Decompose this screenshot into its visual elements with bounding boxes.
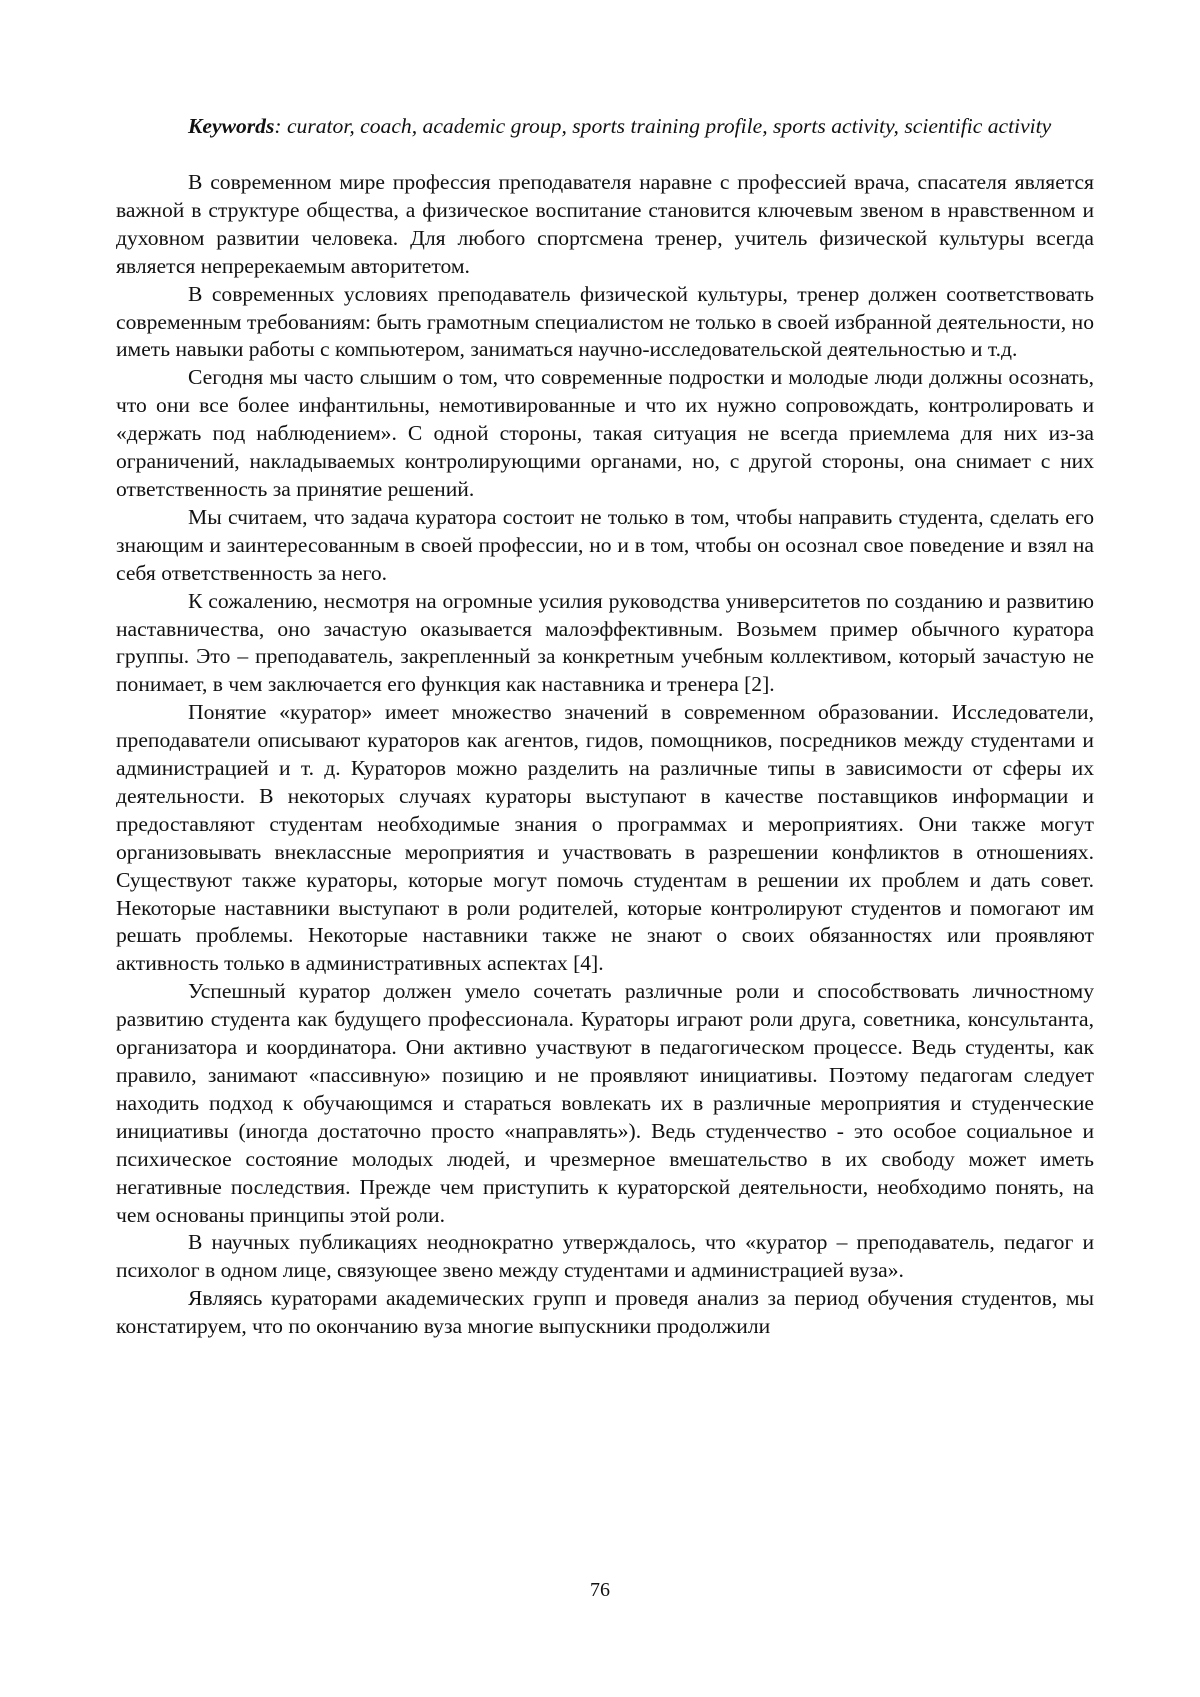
paragraph: Успешный куратор должен умело сочетать различные роли и способствовать личностному развитию студента как будущего профессионала. Кураторы играют роли друга, советника, консультанта, организатора и координатора. Они активно участвуют в педагогическом процессе. Ведь студенты, как правило, занимают «пассивную» позицию и не проявляют инициативы. Поэтому педагогам следует находить подход к обучающимся и стараться вовлекать их в различные мероприятия и студенческие инициативы (иногда достаточно просто «направлять»). Ведь студенчество - это особое социальное и психическое состояние молодых людей, и чрезмерное вмешательство в их свободу может иметь негативные последствия. Прежде чем приступить к кураторской деятельности, необходимо понять, на чем основаны принципы этой роли. (116, 978, 1094, 1229)
paragraph: Понятие «куратор» имеет множество значений в современном образовании. Исследователи, преподаватели описывают кураторов как агентов, гидов, помощников, посредников между студентами и администрацией и т. д. Кураторов можно разделить на различные типы в зависимости от сферы их деятельности. В некоторых случаях кураторы выступают в качестве поставщиков информации и предоставляют студентам необходимые знания о программах и мероприятиях. Они также могут организовывать внеклассные мероприятия и участвовать в разрешении конфликтов в отношениях. Существуют также кураторы, которые могут помочь студентам в решении их проблем и дать совет. Некоторые наставники выступают в роли родителей, которые контролируют студентов и помогают им решать проблемы. Некоторые наставники также не знают о своих обязанностях или проявляют активность только в административных аспектах [4]. (116, 699, 1094, 978)
paragraph: В научных публикациях неоднократно утверждалось, что «куратор – преподаватель, педагог и психолог в одном лице, связующее звено между студентами и администрацией вуза». (116, 1229, 1094, 1285)
paragraph: Являясь кураторами академических групп и проведя анализ за период обучения студентов, мы констатируем, что по окончанию вуза многие выпускники продолжили (116, 1285, 1094, 1341)
document-page (0, 0, 1200, 1697)
keywords-text: curator, coach, academic group, sports training profile, sports activity, scientific activity (282, 114, 1052, 138)
paragraph: В современном мире профессия преподавателя наравне с профессией врача, спасателя является важной в структуре общества, а физическое воспитание становится ключевым звеном в нравственном и духовном развитии человека. Для любого спортсмена тренер, учитель физической культуры всегда является непререкаемым авторитетом. (116, 169, 1094, 281)
paragraph: К сожалению, несмотря на огромные усилия руководства университетов по созданию и развитию наставничества, оно зачастую оказывается малоэффективным. Возьмем пример обычного куратора группы. Это – преподаватель, закрепленный за конкретным учебным коллективом, который зачастую не понимает, в чем заключается его функция как наставника и тренера [2]. (116, 588, 1094, 700)
paragraph: В современных условиях преподаватель физической культуры, тренер должен соответствовать современным требованиям: быть грамотным специалистом не только в своей избранной деятельности, но иметь навыки работы с компьютером, заниматься научно-исследовательской деятельностью и т.д. (116, 281, 1094, 365)
paragraph: Сегодня мы часто слышим о том, что современные подростки и молодые люди должны осознать, что они все более инфантильны, немотивированные и что их нужно сопровождать, контролировать и «держать под наблюдением». С одной стороны, такая ситуация не всегда приемлема для них из-за ограничений, накладываемых контролирующими органами, но, с другой стороны, она снимает с них ответственность за принятие решений. (116, 364, 1094, 504)
keywords-label: Keywords (188, 114, 274, 138)
paragraph: Мы считаем, что задача куратора состоит не только в том, чтобы направить студента, сделать его знающим и заинтересованным в своей профессии, но и в том, чтобы он осознал свое поведение и взял на себя ответственность за него. (116, 504, 1094, 588)
page-content (116, 112, 1094, 1341)
page-number: 76 (0, 1578, 1200, 1602)
body-text (116, 169, 1094, 1341)
keywords-separator: : (274, 114, 281, 138)
keywords-line (116, 112, 1094, 141)
